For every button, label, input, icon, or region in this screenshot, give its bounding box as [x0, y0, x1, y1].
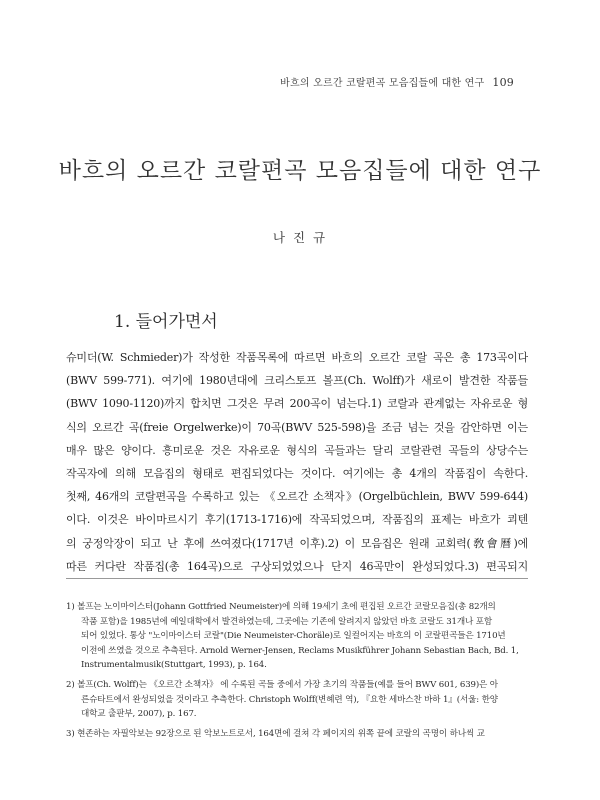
- body-text: [66, 346, 528, 578]
- author-name: 나 진 규: [272, 230, 328, 245]
- body-line: 따른 커다란 작품집(총 164곡)으로 구상되었었으나 단지 46곡만이 완성되었다.3) 편곡되지: [66, 559, 528, 573]
- page-number: 109: [492, 76, 514, 89]
- body-line: 의 궁정악장이 되고 난 후에 쓰여졌다(1717년 이후).2) 이 모음집은 원래 교회력(敎會曆)에: [66, 536, 528, 550]
- footnote-line: 3) 현존하는 자필악보는 92장으로 된 악보노트로서, 164면에 걸쳐 각 페이지의 위쪽 끝에 코랄의 곡명이 하나씩 교: [66, 728, 485, 739]
- article-title: 바흐의 오르간 코랄편곡 모음집들에 대한 연구: [58, 158, 542, 184]
- footnote-2: [66, 678, 528, 722]
- body-line: (BWV 599-771). 여기에 1980년대에 크리스토프 볼프(Ch. Wolff)가 새로이 발견한 작품들: [66, 374, 528, 388]
- body-line: 작곡자에 의해 모음집의 형태로 편집되었다는 것이다. 여기에는 총 4개의 작품집이 속한다.: [66, 466, 528, 480]
- body-line: 식의 오르간 곡(freie Orgelwerke)이 70곡(BWV 525-598)을 조금 넘는 것을 감안하면 이는: [66, 420, 528, 434]
- footnote-3: [66, 727, 528, 742]
- body-line: 첫째, 46개의 코랄편곡을 수록하고 있는 《오르간 소책자》(Orgelbüchlein, BWV 599-644): [66, 490, 528, 504]
- body-line: 슈미더(W. Schmieder)가 작성한 작품목록에 따르면 바흐의 오르간 코랄 곡은 총 173곡이다: [66, 351, 528, 364]
- footnote-1: [66, 600, 528, 673]
- body-line: 이다. 이것은 바이마르시기 후기(1713-1716)에 작곡되었으며, 작품집의 표제는 바흐가 쾨텐: [66, 513, 528, 527]
- footnotes: [66, 600, 528, 746]
- running-head: [280, 74, 514, 89]
- footnote-line: 이전에 쓰였을 것으로 추측된다. Arnold Werner-Jensen, Reclams Musikführer Johann Sebastian Bach, Bd. 1,: [81, 645, 519, 656]
- body-line: (BWV 1090-1120)까지 합치면 그것은 무려 200곡이 넘는다.1) 코랄과 관계없는 자유로운 형: [66, 397, 528, 411]
- footnote-line: Instrumentalmusik(Stuttgart, 1993), p. 164.: [81, 660, 267, 671]
- body-line: 매우 많은 양이다. 흥미로운 것은 자유로운 형식의 곡들과는 달리 코랄관련 곡들의 상당수는: [66, 443, 528, 457]
- section-heading: 1. 들어가면서: [114, 312, 218, 332]
- footnote-line: 되어 있었다. 통상 "노이마이스터 코랄"(Die Neumeister-Choräle)로 일컬어지는 바흐의 이 코랄편곡들은 1710년: [81, 631, 506, 642]
- footnote-line: 2) 볼프(Ch. Wolff)는 《오르간 소책자》 에 수록된 곡들 중에서 가장 초기의 작품들(예를 들어 BWV 601, 639)은 아: [66, 679, 498, 690]
- footnote-line: 대학교 출판부, 2007), p. 167.: [81, 709, 197, 720]
- running-head-title: 바흐의 오르간 코랄편곡 모음집들에 대한 연구: [280, 78, 485, 89]
- footnote-line: 작품 포함)을 1985년에 예일대학에서 발견하였는데, 그곳에는 기존에 알려지지 않았던 바흐 코랄도 31개나 포함: [81, 616, 493, 627]
- footnote-line: 1) 볼프는 노이마이스터(Johann Gottfried Neumeister)에 의해 19세기 초에 편집된 오르간 코랄모음집(총 82개의: [66, 602, 496, 612]
- footnote-separator: [66, 578, 528, 579]
- footnote-line: 른슈타트에서 완성되었을 것이라고 추측한다. Christoph Wolff(변혜련 역), 『요한 세바스찬 바하 1』(서울: 한양: [81, 694, 498, 705]
